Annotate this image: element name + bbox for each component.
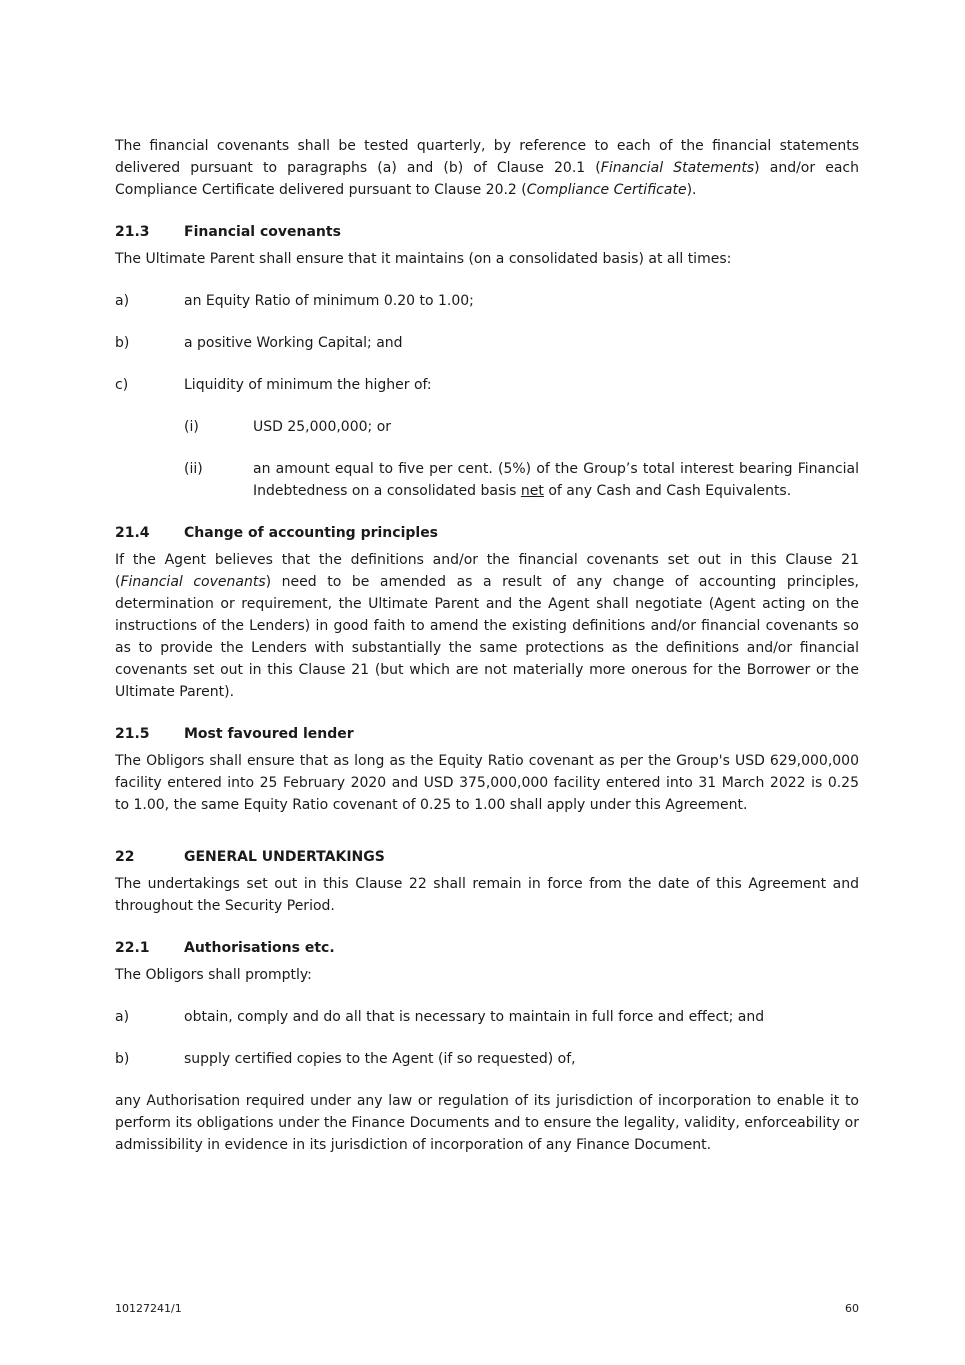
list-text: a positive Working Capital; and <box>184 335 403 351</box>
list-label: a) <box>115 1009 130 1025</box>
section-number: 22 <box>115 849 135 865</box>
section-title: Change of accounting principles <box>184 525 439 541</box>
section-21-5-text: The Obligors shall ensure that as long as the Equity Ratio covenant as per the Group's USD 629,000,000 facility entered into 25 February 2020 and USD 375,000,000 facility entered into 31 March 2022 is 0.25 to 1.00, the same Equity Ratio covenant of 0.25 to 1.00 shall apply under this Agreement. <box>115 753 859 813</box>
list-text: supply certified copies to the Agent (if so requested) of, <box>184 1051 576 1067</box>
list-label: b) <box>115 1051 130 1067</box>
list-item-b <box>115 332 859 354</box>
intro-paragraph <box>115 135 859 201</box>
section-title: GENERAL UNDERTAKINGS <box>184 849 385 865</box>
list-text: Liquidity of minimum the higher of: <box>184 377 432 393</box>
section-heading-21-3 <box>115 221 859 243</box>
sub-list-item-ii <box>184 458 859 502</box>
section-heading-22 <box>115 846 859 868</box>
section-22-1-intro: The Obligors shall promptly: <box>115 967 312 983</box>
intro-text-2: ) and/or each Compliance Certificate delivered pursuant to Clause 20.2 ( <box>115 160 859 198</box>
intro-italic-2: Compliance Certificate <box>526 182 687 198</box>
list-text: obtain, comply and do all that is necessary to maintain in full force and effect; and <box>184 1009 765 1025</box>
section-22-text: The undertakings set out in this Clause 22 shall remain in force from the date of this Agreement and throughout the Security Period. <box>115 876 859 914</box>
footer-page-number: 60 <box>845 1302 859 1315</box>
section-number: 22.1 <box>115 940 150 956</box>
section-title: Most favoured lender <box>184 726 354 742</box>
list-item-b <box>115 1048 859 1070</box>
section-heading-21-5 <box>115 723 859 745</box>
document-page <box>115 135 859 1156</box>
footer-doc-ref: 10127241/1 <box>115 1302 182 1315</box>
sub-list-text-b: of any Cash and Cash Equivalents. <box>543 483 792 499</box>
list-label: a) <box>115 293 130 309</box>
intro-italic-1: Financial Statements <box>600 160 755 176</box>
section-heading-22-1 <box>115 937 859 959</box>
list-item-a <box>115 1006 859 1028</box>
sub-list-text: USD 25,000,000; or <box>253 419 392 435</box>
section-21-4-text-b: ) need to be amended as a result of any change of accounting principles, determination or requirement, the Ultimate Parent and the Agent shall negotiate (Agent acting on the instructions of the Lenders) in good faith to amend the existing definitions and/or financial covenants so as to provide the Lenders with substantially the same protections as the definitions and/or financial covenants set out in this Clause 21 (but which are not materially more onerous for the Borrower or the Ultimate Parent). <box>115 574 859 700</box>
section-title: Financial covenants <box>184 224 341 240</box>
section-22-1-closing: any Authorisation required under any law or regulation of its jurisdiction of incorporation to enable it to perform its obligations under the Finance Documents and to ensure the legality, validity, enforceability or admissibility in evidence in its jurisdiction of incorporation of any Finance Document. <box>115 1093 859 1153</box>
list-label: b) <box>115 335 130 351</box>
section-21-4-text-a: If the Agent believes that the definitions and/or the financial covenants set out in this Clause 21 ( <box>115 552 859 590</box>
section-title: Authorisations etc. <box>184 940 335 956</box>
list-label: c) <box>115 377 129 393</box>
intro-text-3: ). <box>686 182 697 198</box>
section-21-3-intro: The Ultimate Parent shall ensure that it maintains (on a consolidated basis) at all times: <box>115 251 732 267</box>
sub-list-text <box>253 458 859 502</box>
list-item-c <box>115 374 859 396</box>
intro-text-1: The financial covenants shall be tested quarterly, by reference to each of the financial statements delivered pursuant to paragraphs (a) and (b) of Clause 20.1 ( <box>115 138 859 176</box>
sub-list-label: (i) <box>184 419 199 435</box>
sub-list-underline: net <box>520 483 544 499</box>
sub-list-label: (ii) <box>184 461 203 477</box>
list-item-a <box>115 290 859 312</box>
section-21-4-text <box>115 549 859 703</box>
section-number: 21.5 <box>115 726 150 742</box>
sub-list-text-a: an amount equal to five per cent. (5%) of the Group’s total interest bearing Financial Indebtedness on a consolidated basis <box>253 461 859 499</box>
section-number: 21.3 <box>115 224 150 240</box>
list-text: an Equity Ratio of minimum 0.20 to 1.00; <box>184 293 474 309</box>
section-number: 21.4 <box>115 525 150 541</box>
section-21-4-italic: Financial covenants <box>120 574 266 590</box>
section-heading-21-4 <box>115 522 859 544</box>
sub-list-item-i <box>184 416 859 438</box>
